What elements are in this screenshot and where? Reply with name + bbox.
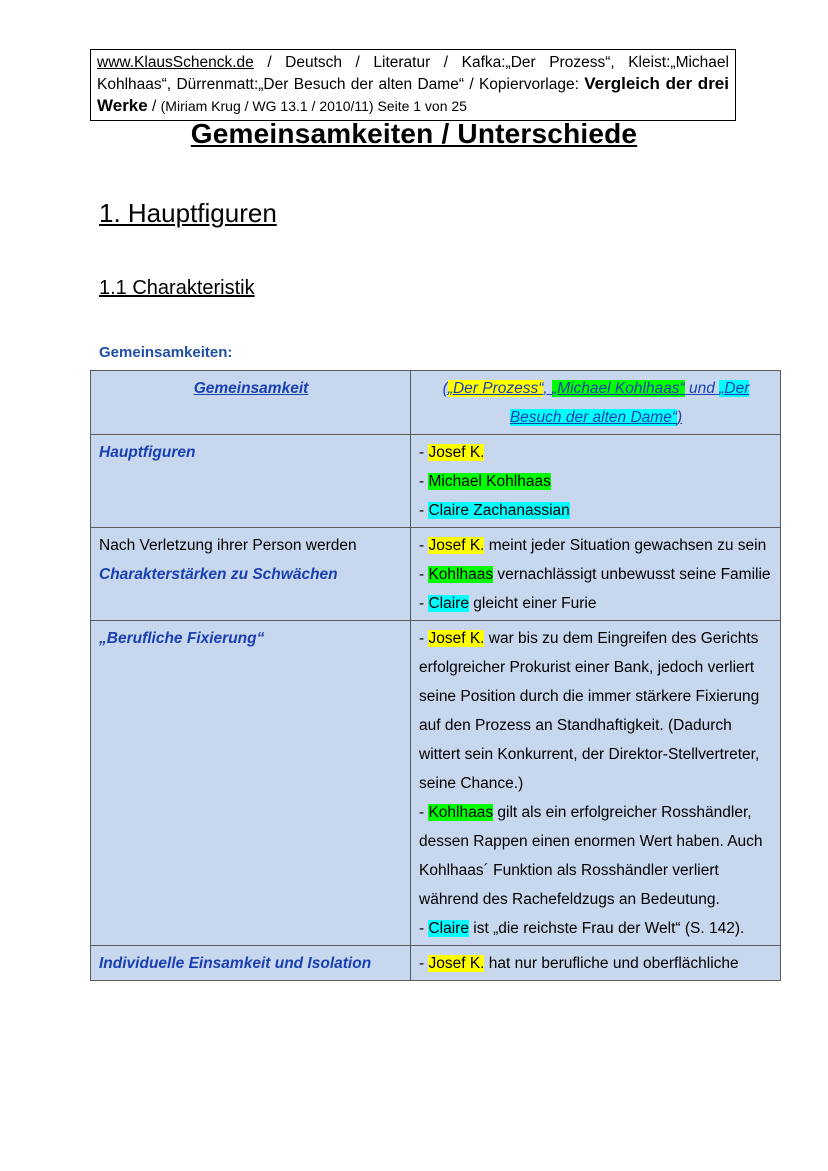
list-item: - Claire Zachanassian	[419, 502, 570, 519]
website-link[interactable]: www.KlausSchenck.de	[97, 54, 254, 71]
section-heading-1: 1. Hauptfiguren	[99, 198, 277, 228]
row-label-plain: Nach Verletzung ihrer Person werden	[99, 537, 357, 554]
row-content-cell	[411, 528, 781, 621]
work-title-besuch-cont: Besuch der alten Dame“	[509, 409, 677, 426]
list-item: - Josef K. meint jeder Situation gewachsen zu sein	[419, 537, 767, 554]
list-item: - Michael Kohlhaas	[419, 473, 551, 490]
row-label: Hauptfiguren	[99, 444, 196, 461]
row-label: „Berufliche Fixierung“	[99, 630, 265, 647]
header-text: / Deutsch / Literatur / Kafka:„Der Prozess“, Kleist:„Michael Kohlhaas“, Dürrenmatt:„Der Besuch der alten Dame“ / Kopiervorlage:	[97, 54, 729, 93]
row-content-cell	[411, 946, 781, 981]
list-item: - Claire gleicht einer Furie	[419, 595, 597, 612]
header-separator: /	[147, 98, 161, 115]
row-label-cell	[91, 946, 411, 981]
list-item: - Josef K. war bis zu dem Eingreifen des Gerichts erfolgreicher Prokurist einer Bank, jedoch verliert seine Position durch die immer stärkere Fixierung auf den Prozess an Standhaftigkeit. (Dadurch wittert sein Konkurrent, der Direktor-Stellvertreter, seine Chance.)	[419, 630, 760, 792]
comparison-table	[90, 370, 781, 981]
list-item: - Kohlhaas vernachlässigt unbewusst seine Familie	[419, 566, 771, 583]
header-bold-text: Vergleich der drei Werke	[97, 74, 729, 115]
header-box	[90, 49, 736, 121]
work-title-kohlhaas: „Michael Kohlhaas“	[552, 380, 685, 397]
list-item: - Claire ist „die reichste Frau der Welt“ (S. 142).	[419, 920, 745, 937]
work-title-besuch: „Der	[719, 380, 750, 397]
work-title-prozess: „Der Prozess“	[447, 380, 544, 397]
list-item: - Josef K. hat nur berufliche und oberflächliche	[419, 955, 739, 972]
page-title: Gemeinsamkeiten / Unterschiede	[190, 118, 638, 149]
row-label: Charakterstärken zu Schwächen	[99, 566, 338, 583]
list-item: - Kohlhaas gilt als ein erfolgreicher Rosshändler, dessen Rappen einen enormen Wert haben. Auch Kohlhaas´ Funktion als Rosshändler verliert während des Rachefeldzugs an Bedeutung.	[419, 804, 763, 908]
row-label: Individuelle Einsamkeit und Isolation	[99, 955, 372, 972]
section-heading-1-1: 1.1 Charakteristik	[99, 277, 255, 299]
table-row	[91, 528, 781, 621]
row-label-cell	[91, 621, 411, 946]
row-content-cell	[411, 435, 781, 528]
row-label-cell	[91, 435, 411, 528]
table-header-col2: („Der Prozess“, „Michael Kohlhaas“ und „Der Besuch der alten Dame“)	[411, 371, 781, 435]
table-header-col1: Gemeinsamkeit	[91, 371, 411, 435]
row-content-cell	[411, 621, 781, 946]
subsection-heading: Gemeinsamkeiten:	[99, 344, 233, 361]
table-row	[91, 435, 781, 528]
table-row	[91, 621, 781, 946]
header-author-page: (Miriam Krug / WG 13.1 / 2010/11) Seite 1 von 25	[160, 98, 467, 114]
row-label-cell	[91, 528, 411, 621]
table-row	[91, 946, 781, 981]
list-item: - Josef K.	[419, 444, 485, 461]
table-header-row	[91, 371, 781, 435]
